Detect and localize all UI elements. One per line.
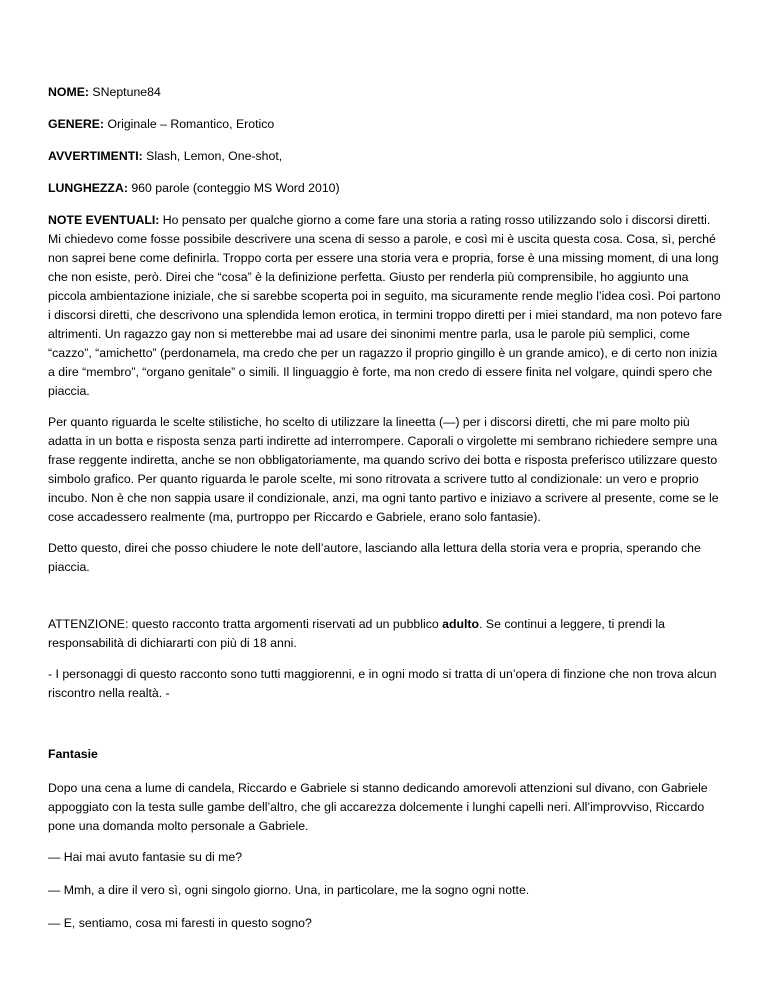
paragraph-chiusura: Detto questo, direi che posso chiudere le note dell’autore, lasciando alla lettura della storia vera e propria, sperando che piaccia. — [48, 541, 701, 574]
story-title: Fantasie — [48, 747, 98, 761]
field-nome — [48, 83, 724, 102]
paragraph-stile: Per quanto riguarda le scelte stilistiche, ho scelto di utilizzare la lineetta (—) per i discorsi diretti, che mi pare molto più adatta in un botta e risposta senza parti indirette ad interrompere. Caporali o virgolette mi sembrano richiedere sempre una frase reggente indiretta, anche se non obbligatoriamente, ma quando scrivo dei botta e risposta preferisco utilizzare questo simbolo grafico. Per quanto riguarda le parole scelte, mi sono ritrovata a scrivere tutto al condizionale: un vero e proprio incubo. Non è che non sappia usare il condizionale, anzi, ma ogni tanto partivo e iniziavo a scrivere al presente, come se le cose accadessero realmente (ma, purtroppo per Riccardo e Gabriele, erano solo fantasie). — [48, 415, 719, 524]
field-label: AVVERTIMENTI: — [48, 149, 143, 163]
dialog-line: — Hai mai avuto fantasie su di me? — [48, 850, 243, 864]
field-value: Slash, Lemon, One-shot, — [146, 149, 283, 163]
field-genere — [48, 115, 724, 134]
document-page — [48, 83, 724, 947]
field-label: LUNGHEZZA: — [48, 181, 128, 195]
field-value: 960 parole (conteggio MS Word 2010) — [131, 181, 340, 195]
field-lunghezza — [48, 179, 724, 198]
story-intro: Dopo una cena a lume di candela, Riccardo e Gabriele si stanno dedicando amorevoli attenzioni sul divano, con Gabriele appoggiato con la testa sulle gambe dell’altro, che gli accarezza dolcemente i lunghi capelli neri. All’improvviso, Riccardo pone una domanda molto personale a Gabriele. — [48, 781, 708, 833]
field-value: Ho pensato per qualche giorno a come fare una storia a rating rosso utilizzando solo i discorsi diretti. Mi chiedevo come fosse possibile descrivere una scena di sesso a parole, e così mi è uscita questa cosa. Cosa, sì, perché non saprei bene come definirla. Troppo corta per essere una storia vera e propria, forse è una missing moment, di una long che non esiste, però. Direi che “cosa” è la definizione perfetta. Giusto per renderla più comprensibile, ho aggiunto una piccola ambientazione iniziale, che si sarebbe scoperta poi in seguito, ma sicuramente rende meglio l’idea così. Poi partono i discorsi diretti, che descrivono una splendida lemon erotica, in termini troppo diretti per i miei standard, ma non potevo fare altrimenti. Un ragazzo gay non si metterebbe mai ad usare dei sinonimi mentre parla, usa le parole più semplici, come “cazzo”, “amichetto” (perdonamela, ma credo che per un ragazzo il proprio gingillo è un grande amico), e di certo non inizia a dire “membro”, “organo genitale” o simili. Il linguaggio è forte, ma non credo di essere finita nel volgare, quindi spero che piaccia. — [48, 213, 722, 398]
field-value: Originale – Romantico, Erotico — [107, 117, 275, 131]
field-note — [48, 211, 724, 401]
field-label: GENERE: — [48, 117, 105, 131]
field-value: SNeptune84 — [92, 85, 161, 99]
warning-bold-word: adulto — [442, 617, 480, 631]
field-avvertimenti — [48, 147, 724, 166]
field-label: NOTE EVENTUALI: — [48, 213, 160, 227]
warning-paragraph — [48, 615, 724, 653]
warning-text-end: . Se continui a leggere, ti prendi la responsabilità di dichiararti con più di 18 anni. — [48, 617, 665, 650]
field-label: NOME: — [48, 85, 89, 99]
warning-text: ATTENZIONE: questo racconto tratta argomenti riservati ad un pubblico — [48, 617, 443, 631]
dialog-line: — Mmh, a dire il vero sì, ogni singolo giorno. Una, in particolare, me la sogno ogni notte. — [48, 883, 530, 897]
dialog-line: — E, sentiamo, cosa mi faresti in questo sogno? — [48, 916, 312, 930]
disclaimer-paragraph: - I personaggi di questo racconto sono tutti maggiorenni, e in ogni modo si tratta di un’opera di finzione che non trova alcun riscontro nella realtà. - — [48, 667, 717, 700]
